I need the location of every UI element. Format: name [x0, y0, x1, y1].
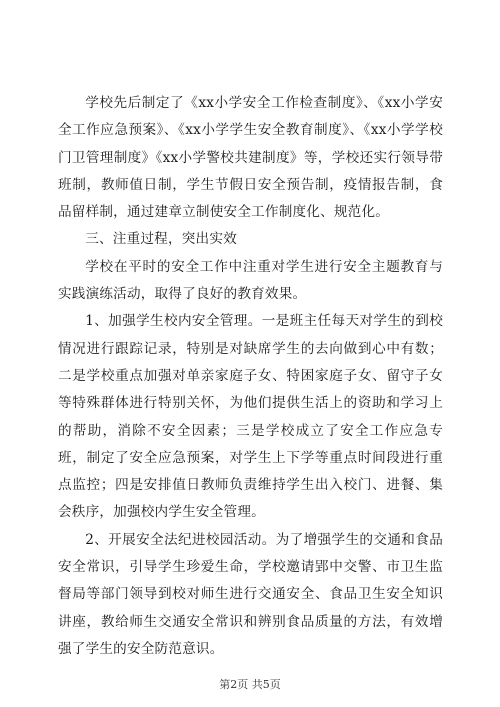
page-number-footer: 第2页 共5页 — [219, 678, 281, 691]
paragraph-regulations: 学校先后制定了《xx小学安全工作检查制度》、《xx小学安全工作应急预案》、《xx小学学生安全教育制度》、《xx小学学校门卫管理制度》《xx小学警校共建制度》等，学校还实行领导带班制，教师值日制，学生节假日安全预告制，疫情报告制，食品留样制，通过建章立制使安全工作制度化、规范化。 — [58, 95, 443, 221]
document-body — [58, 90, 443, 663]
paragraph-item-2: 2、开展安全法纪进校园活动。为了增强学生的交通和食品安全常识，引导学生珍爱生命，学校邀请郢中交警、市卫生监督局等部门领导到校对师生进行交通安全、食品卫生安全知识讲座，教给师生交通安全常识和辨别食品质量的方法，有效增强了学生的安全防范意识。 — [58, 531, 443, 657]
paragraph-item-1: 1、加强学生校内安全管理。一是班主任每天对学生的到校情况进行跟踪记录，特别是对缺席学生的去向做到心中有数；二是学校重点加强对单亲家庭子女、特困家庭子女、留守子女等特殊群体进行特别关怀，为他们提供生活上的资助和学习上的帮助，消除不安全因素；三是学校成立了安全工作应急专班，制定了安全应急预案，对学生上下学等重点时间段进行重点监控；四是安排值日教师负责维持学生出入校门、进餐、集会秩序，加强校内学生安全管理。 — [58, 313, 443, 521]
section-heading: 三、注重过程，突出实效 — [85, 231, 237, 248]
paragraph-intro: 学校在平时的安全工作中注重对学生进行安全主题教育与实践演练活动，取得了良好的教育效果。 — [58, 258, 443, 303]
